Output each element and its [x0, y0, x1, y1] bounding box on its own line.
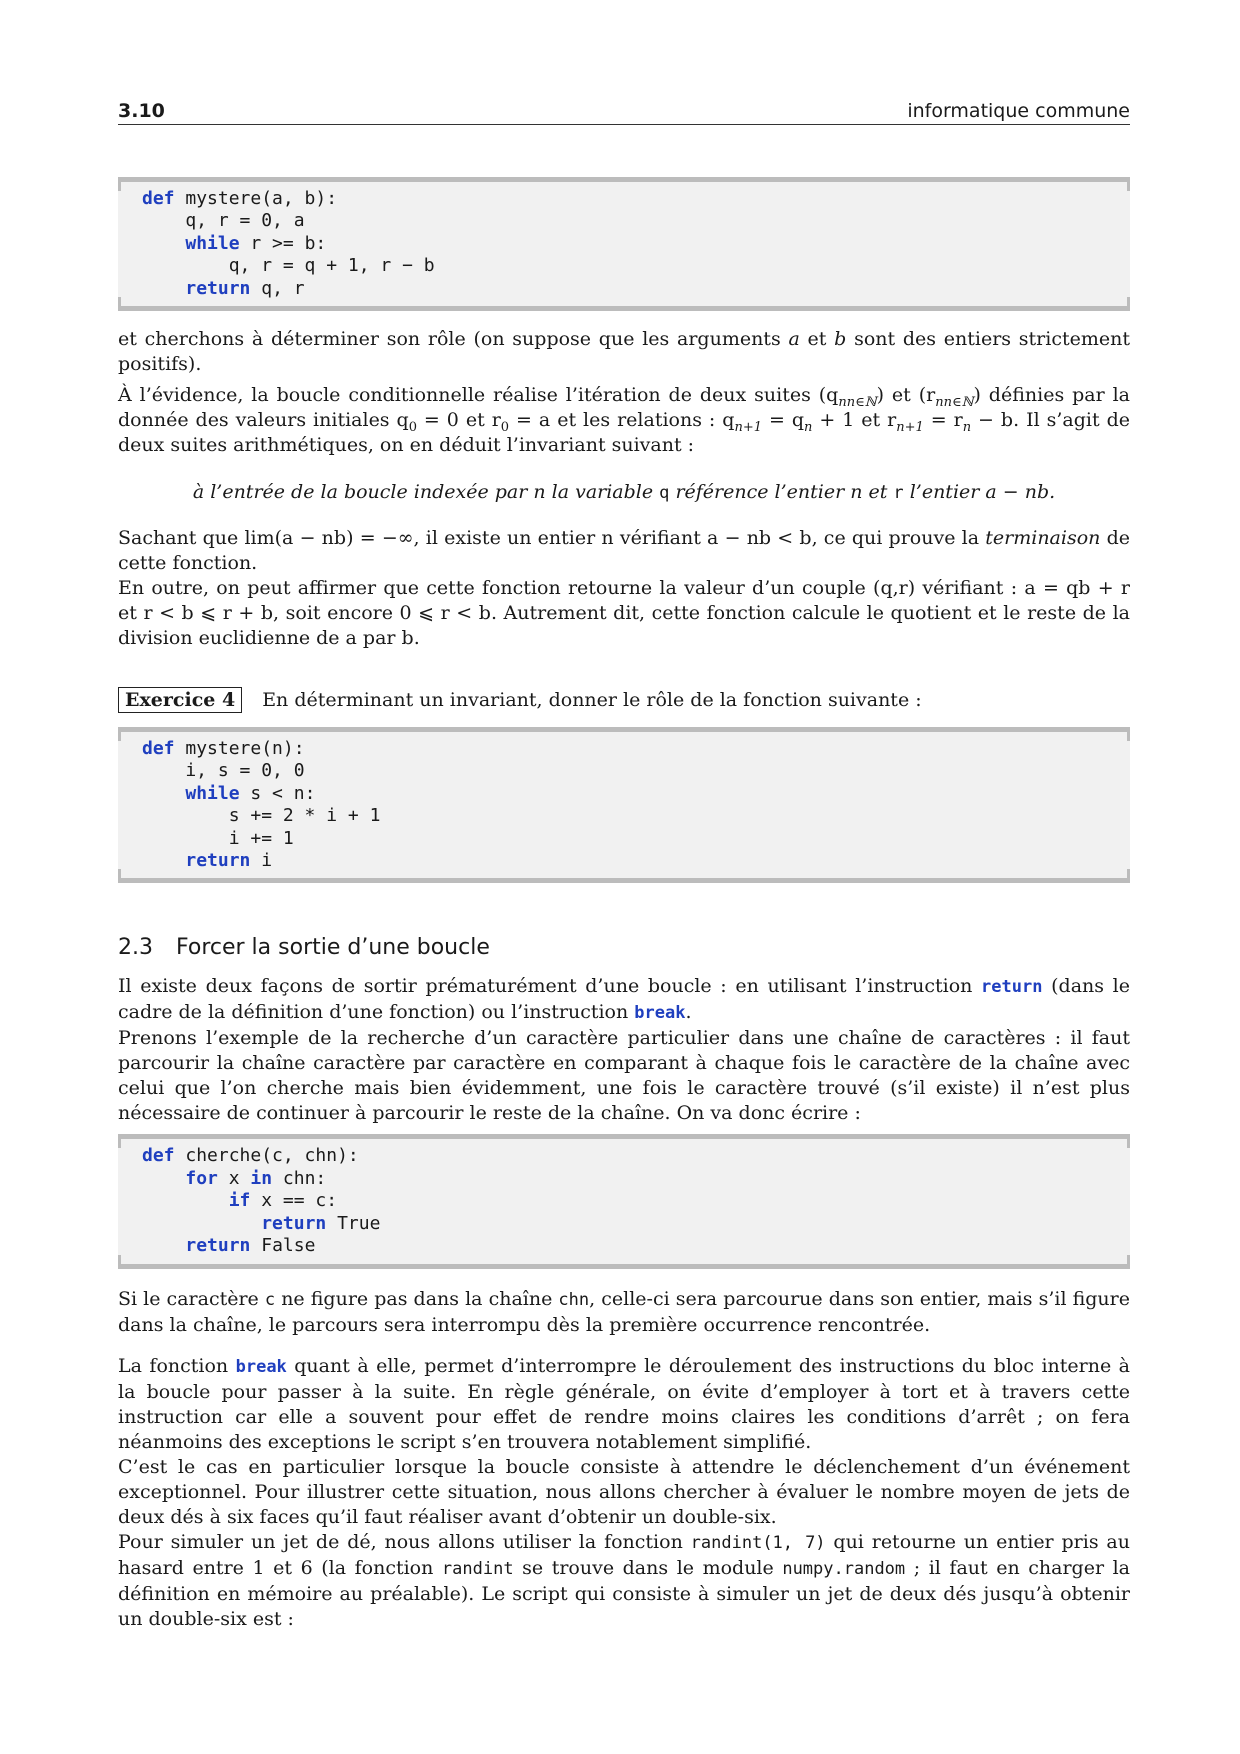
section-heading — [118, 935, 1130, 960]
running-header — [118, 96, 1130, 125]
code-text — [142, 233, 185, 254]
paragraph-euclidean: En outre, on peut affirmer que cette fonction retourne la valeur d’un couple (q,r) vérifiant : a = qb + r et r < b ⩽ r + b, soit encore 0 ⩽ r < b. Autrement dit, cette fonction calcule le quotient et le reste de la division euclidienne de a par b. — [118, 577, 1130, 650]
paragraph-cherche-explain: Si le caractère c ne figure pas dans la chaîne chn, celle-ci sera parcourue dans son entier, mais s’il figure dans la chaîne, le parcours sera interrompu dès la première occurrence rencontrée. — [118, 1287, 1130, 1336]
paragraph-exit: Il existe deux façons de sortir prématurément d’une boucle : en utilisant l’instruction return (dans le cadre de la définition d’une fonction) ou l’instruction break. — [118, 975, 1130, 1024]
section-number: 2.3 — [118, 935, 153, 961]
code-block-mystere-ab — [118, 177, 1130, 311]
code-keyword: in — [250, 1167, 273, 1189]
code-keyword: if — [228, 1190, 251, 1212]
code-keyword: def — [142, 738, 175, 760]
code-text: chn: — [272, 1167, 327, 1189]
code-text: mystere(a, b): — [174, 188, 338, 209]
code-line — [142, 738, 305, 759]
code-text — [142, 1190, 229, 1211]
code-line — [142, 805, 380, 826]
code-text — [142, 1235, 185, 1256]
code-text: x == c: — [250, 1190, 338, 1212]
code-line — [142, 828, 294, 849]
code-keyword: while — [185, 232, 240, 254]
code-text: i — [250, 850, 273, 872]
code-text: q, r = q + 1, r − b — [142, 255, 435, 277]
exercise-4 — [118, 687, 1130, 713]
code-text: False — [250, 1235, 316, 1257]
invariant-statement: à l’entrée de la boucle indexée par n la variable q référence l’entier n et r l’entier a − nb. — [192, 481, 1056, 504]
code-text: s += 2 * i + 1 — [142, 805, 381, 827]
document-page — [118, 96, 1130, 1632]
code-text: r >= b: — [239, 232, 327, 254]
code-line — [142, 1168, 326, 1189]
code-block-mystere-n — [118, 727, 1130, 883]
code-block-cherche — [118, 1134, 1130, 1268]
code-text: q, r — [250, 277, 305, 299]
code-keyword: def — [142, 1145, 175, 1167]
paragraph-break: La fonction break quant à elle, permet d’interrompre le déroulement des instructions du bloc interne à la boucle pour passer à la suite. En règle générale, on évite d’employer à tort et à travers cette instruction car elle a souvent pour effet de rendre moins claires les conditions d’arrêt ; on fera néanmoins des exceptions le script s’en trouvera notablement simplifié. — [118, 1354, 1130, 1453]
code-text — [142, 278, 185, 299]
code-line — [142, 255, 435, 276]
code-line — [142, 233, 326, 254]
code-keyword: for — [185, 1167, 218, 1189]
code-line — [142, 188, 337, 209]
paragraph-termination: Sachant que lim(a − nb) = −∞, il existe un entier n vérifiant a − nb < b, ce qui prouve la terminaison de cette fonction. — [118, 527, 1130, 575]
code-line — [142, 278, 305, 299]
code-text: q, r = 0, a — [142, 210, 305, 232]
code-text — [142, 783, 185, 804]
paragraph-iteration: À l’évidence, la boucle conditionnelle réalise l’itération de deux suites $(q_{nn\in ℕ})$ et $(r_{nn\in ℕ})$ définies par la donnée des valeurs initiales $q_0 = 0$ et $r_0 = a$ et les relations : $q_{n+1} = q_n + 1$ et $r_{n+1} = r_n - b$. Il s’agit de deux suites arithmétiques, on en déduit l’invariant suivant : — [118, 384, 1130, 457]
code-text — [142, 1213, 261, 1234]
code-text: x — [217, 1167, 251, 1189]
code-line — [142, 783, 315, 804]
paragraph-role: et cherchons à déterminer son rôle (on suppose que les arguments a et b sont des entiers strictement positifs). — [118, 328, 1130, 376]
code-text: i, s = 0, 0 — [142, 760, 305, 782]
code-line — [142, 1213, 380, 1234]
code-text — [142, 1168, 185, 1189]
code-keyword: while — [185, 782, 240, 804]
exercise-text: En déterminant un invariant, donner le rôle de la fonction suivante : — [262, 689, 922, 712]
paragraph-search-example: Prenons l’exemple de la recherche d’un caractère particulier dans une chaîne de caractères : il faut parcourir la chaîne caractère par caractère en comparant à chaque fois le caractère de la chaîne avec celui que l’on cherche mais bien évidemment, une fois le caractère trouvé (s’il existe) il n’est plus nécessaire de continuer à parcourir le reste de la chaîne. On va donc écrire : — [118, 1027, 1130, 1125]
code-text — [142, 850, 185, 871]
page-number: 3.10 — [118, 100, 165, 122]
code-text: True — [326, 1212, 381, 1234]
code-text: cherche(c, chn): — [174, 1145, 359, 1167]
code-text: i += 1 — [142, 827, 294, 849]
code-line — [142, 210, 305, 231]
code-keyword: def — [142, 188, 175, 209]
paragraph-randint: Pour simuler un jet de dé, nous allons utiliser la fonction randint(1, 7) qui retourne un entier pris au hasard entre 1 et 6 (la fonction randint se trouve dans le module numpy.random ; il faut en charger la définition en mémoire au préalable). Le script qui consiste à simuler un jet de deux dés jusqu’à obtenir un double-six est : — [118, 1530, 1131, 1630]
code-line — [142, 850, 272, 871]
section-title: Forcer la sortie d’une boucle — [176, 935, 490, 961]
code-line — [142, 1235, 315, 1256]
code-line — [142, 1190, 337, 1211]
code-line — [142, 760, 305, 781]
code-listing — [142, 188, 1106, 300]
code-keyword: return — [261, 1212, 327, 1234]
code-line — [142, 1145, 359, 1166]
code-listing — [142, 1145, 1106, 1257]
paragraph-double-six: C’est le cas en particulier lorsque la boucle consiste à attendre le déclenchement d’un événement exceptionnel. Pour illustrer cette situation, nous allons chercher à évaluer le nombre moyen de jets de deux dés à six faces qu’il faut réaliser avant d’obtenir un double-six. — [118, 1455, 1130, 1528]
code-text: mystere(n): — [174, 738, 305, 760]
code-keyword: return — [185, 1235, 251, 1257]
code-text: s < n: — [239, 782, 316, 804]
code-keyword: return — [185, 277, 251, 299]
exercise-label: Exercice 4 — [118, 687, 242, 713]
code-listing — [142, 738, 1106, 872]
code-keyword: return — [185, 850, 251, 872]
running-title: informatique commune — [907, 100, 1130, 122]
